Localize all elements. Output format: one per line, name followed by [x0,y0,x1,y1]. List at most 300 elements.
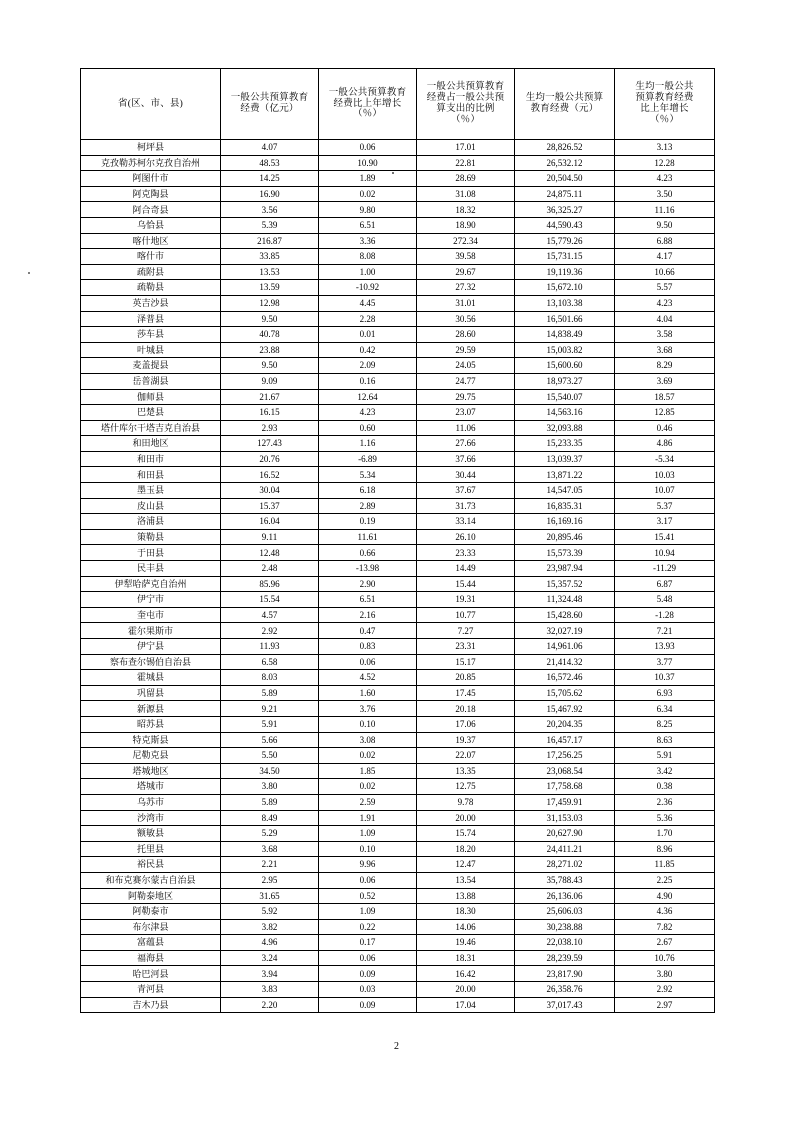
value-cell: 3.56 [221,202,319,218]
value-cell: 3.17 [615,514,715,530]
region-name-cell: 和田市 [81,451,221,467]
value-cell: 37.67 [417,483,515,499]
region-name-cell: 泽普县 [81,311,221,327]
value-cell: 9.50 [615,217,715,233]
value-cell: 15,705.62 [515,685,615,701]
value-cell: 6.87 [615,576,715,592]
value-cell: 5.37 [615,498,715,514]
value-cell: 2.90 [319,576,417,592]
value-cell: 14,547.05 [515,483,615,499]
table-row [81,982,715,998]
value-cell: 16.52 [221,467,319,483]
value-cell: 26,532.12 [515,155,615,171]
value-cell: 19.37 [417,732,515,748]
value-cell: 12.47 [417,857,515,873]
value-cell: 0.02 [319,186,417,202]
value-cell: 10.76 [615,950,715,966]
value-cell: 6.58 [221,654,319,670]
value-cell: 31.73 [417,498,515,514]
region-name-cell: 青河县 [81,982,221,998]
value-cell: 20.00 [417,810,515,826]
value-cell: 0.38 [615,779,715,795]
table-row [81,483,715,499]
table-row [81,217,715,233]
table-row [81,748,715,764]
value-cell: 3.80 [221,779,319,795]
value-cell: 13.35 [417,763,515,779]
value-cell: 25,606.03 [515,904,615,920]
region-name-cell: 柯坪县 [81,140,221,156]
value-cell: 16.04 [221,514,319,530]
region-name-cell: 阿图什市 [81,171,221,187]
column-header-region: 省(区、市、县) [81,69,221,140]
value-cell: 2.21 [221,857,319,873]
value-cell: -1.28 [615,607,715,623]
value-cell: 0.46 [615,420,715,436]
region-name-cell: 塔什库尔干塔吉克自治县 [81,420,221,436]
region-name-cell: 霍城县 [81,670,221,686]
value-cell: 4.04 [615,311,715,327]
table-row [81,561,715,577]
region-name-cell: 奎屯市 [81,607,221,623]
page-number: 2 [394,1041,399,1052]
value-cell: 16,835.31 [515,498,615,514]
value-cell: 12.75 [417,779,515,795]
value-cell: 16,572.46 [515,670,615,686]
region-name-cell: 裕民县 [81,857,221,873]
value-cell: 3.08 [319,732,417,748]
value-cell: 3.69 [615,373,715,389]
region-name-cell: 福海县 [81,950,221,966]
value-cell: 3.77 [615,654,715,670]
value-cell: 15.54 [221,592,319,608]
value-cell: 33.14 [417,514,515,530]
value-cell: 0.09 [319,997,417,1013]
table-row [81,140,715,156]
value-cell: 24,875.11 [515,186,615,202]
region-name-cell: 和田县 [81,467,221,483]
value-cell: 16,457.17 [515,732,615,748]
value-cell: 29.67 [417,264,515,280]
table-row [81,171,715,187]
value-cell: 9.50 [221,358,319,374]
region-name-cell: 阿合奇县 [81,202,221,218]
value-cell: 0.42 [319,342,417,358]
value-cell: 2.28 [319,311,417,327]
value-cell: 20,504.50 [515,171,615,187]
value-cell: 0.83 [319,639,417,655]
value-cell: 30.44 [417,467,515,483]
value-cell: 31,153.03 [515,810,615,826]
table-row [81,545,715,561]
value-cell: 8.49 [221,810,319,826]
value-cell: 4.23 [319,405,417,421]
region-name-cell: 洛浦县 [81,514,221,530]
value-cell: 14.25 [221,171,319,187]
value-cell: 15,357.52 [515,576,615,592]
table-row [81,794,715,810]
region-name-cell: 察布查尔锡伯自治县 [81,654,221,670]
value-cell: 8.25 [615,716,715,732]
value-cell: 5.36 [615,810,715,826]
value-cell: 5.89 [221,685,319,701]
value-cell: 24.77 [417,373,515,389]
table-header [81,69,715,140]
value-cell: 3.82 [221,919,319,935]
value-cell: 14.49 [417,561,515,577]
value-cell: 15,731.15 [515,249,615,265]
table-row [81,358,715,374]
table-row [81,654,715,670]
value-cell: 1.09 [319,904,417,920]
value-cell: 12.48 [221,545,319,561]
value-cell: 37,017.43 [515,997,615,1013]
table-row [81,763,715,779]
value-cell: 44,590.43 [515,217,615,233]
value-cell: 16.90 [221,186,319,202]
table-row [81,904,715,920]
value-cell: 37.66 [417,451,515,467]
region-name-cell: 和田地区 [81,436,221,452]
value-cell: 10.07 [615,483,715,499]
value-cell: 10.37 [615,670,715,686]
value-cell: 15,428.60 [515,607,615,623]
table-row [81,639,715,655]
table-row [81,327,715,343]
value-cell: 3.80 [615,966,715,982]
value-cell: 13,871.22 [515,467,615,483]
education-funding-table-container [80,68,714,1013]
value-cell: 8.63 [615,732,715,748]
value-cell: 1.85 [319,763,417,779]
table-body [81,140,715,1013]
table-row [81,155,715,171]
region-name-cell: 塔城市 [81,779,221,795]
value-cell: 20.00 [417,982,515,998]
table-row [81,607,715,623]
value-cell: 28.60 [417,327,515,343]
value-cell: 27.66 [417,436,515,452]
value-cell: 10.77 [417,607,515,623]
table-row [81,233,715,249]
value-cell: 13.54 [417,872,515,888]
region-name-cell: 特克斯县 [81,732,221,748]
value-cell: 11.61 [319,529,417,545]
region-name-cell: 克孜勒苏柯尔克孜自治州 [81,155,221,171]
value-cell: 13,103.38 [515,295,615,311]
value-cell: 9.11 [221,529,319,545]
value-cell: 26.10 [417,529,515,545]
value-cell: 0.47 [319,623,417,639]
value-cell: 33.85 [221,249,319,265]
table-row [81,389,715,405]
value-cell: 15,672.10 [515,280,615,296]
value-cell: 0.09 [319,966,417,982]
value-cell: 6.51 [319,217,417,233]
value-cell: 20,895.46 [515,529,615,545]
value-cell: 3.83 [221,982,319,998]
region-name-cell: 喀什市 [81,249,221,265]
value-cell: 6.93 [615,685,715,701]
table-row [81,405,715,421]
value-cell: 19.46 [417,935,515,951]
value-cell: 36,325.27 [515,202,615,218]
value-cell: 12.98 [221,295,319,311]
table-row [81,888,715,904]
value-cell: 17,459.91 [515,794,615,810]
region-name-cell: 托里县 [81,841,221,857]
value-cell: 4.57 [221,607,319,623]
value-cell: 13.53 [221,264,319,280]
value-cell: 16.42 [417,966,515,982]
region-name-cell: 乌苏市 [81,794,221,810]
value-cell: 4.52 [319,670,417,686]
value-cell: 2.95 [221,872,319,888]
region-name-cell: 和布克赛尔蒙古自治县 [81,872,221,888]
value-cell: 0.66 [319,545,417,561]
value-cell: 12.64 [319,389,417,405]
table-row [81,295,715,311]
value-cell: 35,788.43 [515,872,615,888]
value-cell: 23,817.90 [515,966,615,982]
value-cell: 23,987.94 [515,561,615,577]
value-cell: 18.57 [615,389,715,405]
value-cell: 2.25 [615,872,715,888]
table-row [81,935,715,951]
value-cell: 15,003.82 [515,342,615,358]
value-cell: 48.53 [221,155,319,171]
table-row [81,732,715,748]
value-cell: 5.91 [221,716,319,732]
value-cell: 8.08 [319,249,417,265]
value-cell: 3.58 [615,327,715,343]
value-cell: 31.65 [221,888,319,904]
table-row [81,514,715,530]
value-cell: 9.78 [417,794,515,810]
value-cell: 7.82 [615,919,715,935]
region-name-cell: 喀什地区 [81,233,221,249]
value-cell: -11.29 [615,561,715,577]
value-cell: 2.97 [615,997,715,1013]
value-cell: 0.52 [319,888,417,904]
region-name-cell: 莎车县 [81,327,221,343]
value-cell: 23.07 [417,405,515,421]
value-cell: 3.68 [221,841,319,857]
table-row [81,670,715,686]
value-cell: 2.59 [319,794,417,810]
value-cell: 16.15 [221,405,319,421]
value-cell: 15,779.26 [515,233,615,249]
value-cell: 14,961.06 [515,639,615,655]
value-cell: 24,411.21 [515,841,615,857]
value-cell: 11.06 [417,420,515,436]
value-cell: 4.07 [221,140,319,156]
table-row [81,841,715,857]
region-name-cell: 伊宁市 [81,592,221,608]
table-row [81,950,715,966]
value-cell: 18.32 [417,202,515,218]
value-cell: 18.31 [417,950,515,966]
region-name-cell: 尼勒克县 [81,748,221,764]
region-name-cell: 岳普湖县 [81,373,221,389]
value-cell: 17.06 [417,716,515,732]
value-cell: 20,204.35 [515,716,615,732]
region-name-cell: 哈巴河县 [81,966,221,982]
region-name-cell: 新源县 [81,701,221,717]
table-row [81,779,715,795]
region-name-cell: 疏附县 [81,264,221,280]
value-cell: 7.21 [615,623,715,639]
table-row [81,467,715,483]
region-name-cell: 伊犁哈萨克自治州 [81,576,221,592]
value-cell: 10.90 [319,155,417,171]
value-cell: 2.89 [319,498,417,514]
value-cell: 14,838.49 [515,327,615,343]
value-cell: 21.67 [221,389,319,405]
value-cell: 20.18 [417,701,515,717]
value-cell: 11.85 [615,857,715,873]
value-cell: 14,563.16 [515,405,615,421]
value-cell: 3.36 [319,233,417,249]
value-cell: 9.80 [319,202,417,218]
value-cell: 15.74 [417,826,515,842]
value-cell: 20.85 [417,670,515,686]
column-header-per-student-funding: 生均一般公共预算 教育经费（元） [515,69,615,140]
value-cell: 0.06 [319,140,417,156]
value-cell: 39.58 [417,249,515,265]
value-cell: 29.75 [417,389,515,405]
value-cell: 15,573.39 [515,545,615,561]
value-cell: 5.92 [221,904,319,920]
page-smudge-mark [28,272,30,274]
value-cell: 2.36 [615,794,715,810]
column-header-total-funding: 一般公共预算教育 经费（亿元） [221,69,319,140]
value-cell: 0.10 [319,841,417,857]
value-cell: 4.17 [615,249,715,265]
value-cell: 0.06 [319,654,417,670]
table-row [81,264,715,280]
table-row [81,716,715,732]
value-cell: 22.07 [417,748,515,764]
column-header-per-student-growth: 生均一般公共 预算教育经费 比上年增长 （％） [615,69,715,140]
value-cell: 0.17 [319,935,417,951]
region-name-cell: 塔城地区 [81,763,221,779]
table-row [81,436,715,452]
value-cell: 30,238.88 [515,919,615,935]
value-cell: 17,256.25 [515,748,615,764]
value-cell: 5.34 [319,467,417,483]
table-row [81,701,715,717]
table-row [81,420,715,436]
value-cell: 29.59 [417,342,515,358]
value-cell: 16,501.66 [515,311,615,327]
table-row [81,249,715,265]
value-cell: 24.05 [417,358,515,374]
region-name-cell: 策勒县 [81,529,221,545]
region-name-cell: 皮山县 [81,498,221,514]
value-cell: 0.19 [319,514,417,530]
value-cell: 6.18 [319,483,417,499]
value-cell: 2.09 [319,358,417,374]
value-cell: 3.24 [221,950,319,966]
value-cell: 17,758.68 [515,779,615,795]
value-cell: 28,826.52 [515,140,615,156]
value-cell: 23.33 [417,545,515,561]
value-cell: 15,233.35 [515,436,615,452]
value-cell: 3.68 [615,342,715,358]
value-cell: 1.89 [319,171,417,187]
value-cell: 0.16 [319,373,417,389]
value-cell: 127.43 [221,436,319,452]
table-row [81,186,715,202]
value-cell: 15,467.92 [515,701,615,717]
region-name-cell: 伽师县 [81,389,221,405]
column-header-funding-share: 一般公共预算教育 经费占一般公共预 算支出的比例 （％） [417,69,515,140]
region-name-cell: 英吉沙县 [81,295,221,311]
region-name-cell: 民丰县 [81,561,221,577]
value-cell: 5.48 [615,592,715,608]
region-name-cell: 霍尔果斯市 [81,623,221,639]
region-name-cell: 布尔津县 [81,919,221,935]
region-name-cell: 麦盖提县 [81,358,221,374]
value-cell: 23.88 [221,342,319,358]
value-cell: 2.67 [615,935,715,951]
value-cell: 8.29 [615,358,715,374]
value-cell: -5.34 [615,451,715,467]
region-name-cell: 吉木乃县 [81,997,221,1013]
value-cell: 32,093.88 [515,420,615,436]
table-row [81,451,715,467]
value-cell: 9.96 [319,857,417,873]
value-cell: 28,271.02 [515,857,615,873]
value-cell: 0.60 [319,420,417,436]
value-cell: 20,627.90 [515,826,615,842]
region-name-cell: 富蕴县 [81,935,221,951]
value-cell: 1.70 [615,826,715,842]
value-cell: 5.39 [221,217,319,233]
value-cell: 0.01 [319,327,417,343]
table-row [81,373,715,389]
value-cell: 17.04 [417,997,515,1013]
value-cell: 23.31 [417,639,515,655]
value-cell: 216.87 [221,233,319,249]
value-cell: 4.96 [221,935,319,951]
column-header-funding-growth: 一般公共预算教育 经费比上年增长 （％） [319,69,417,140]
value-cell: 1.60 [319,685,417,701]
value-cell: 22,038.10 [515,935,615,951]
value-cell: 4.86 [615,436,715,452]
table-row [81,857,715,873]
value-cell: 28.69 [417,171,515,187]
value-cell: 4.23 [615,295,715,311]
value-cell: 8.03 [221,670,319,686]
value-cell: 18.30 [417,904,515,920]
value-cell: 23,068.54 [515,763,615,779]
value-cell: 3.50 [615,186,715,202]
region-name-cell: 昭苏县 [81,716,221,732]
value-cell: 3.13 [615,140,715,156]
value-cell: 1.91 [319,810,417,826]
value-cell: 40.78 [221,327,319,343]
value-cell: 2.92 [615,982,715,998]
region-name-cell: 伊宁县 [81,639,221,655]
table-row [81,311,715,327]
value-cell: 27.32 [417,280,515,296]
value-cell: 13.88 [417,888,515,904]
value-cell: 30.56 [417,311,515,327]
region-name-cell: 阿勒泰地区 [81,888,221,904]
value-cell: 12.85 [615,405,715,421]
